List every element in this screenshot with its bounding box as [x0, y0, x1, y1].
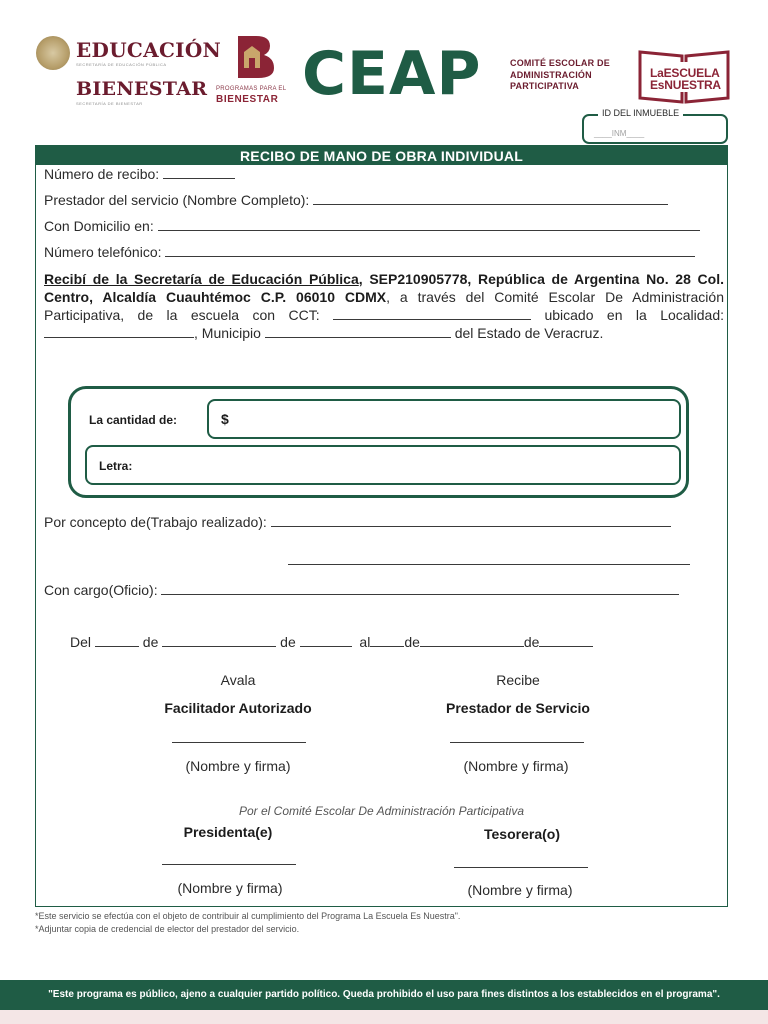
date-de-label-3: de: [404, 634, 420, 650]
cargo-row: [44, 582, 679, 598]
id-inmueble-field[interactable]: [582, 108, 728, 144]
presidenta-signature-line[interactable]: [162, 864, 296, 865]
receipt-form: [35, 145, 728, 907]
estado-label: Estado de Veracruz.: [477, 325, 604, 341]
date-start-month[interactable]: [162, 635, 276, 647]
tesorera-label: Tesorera(o): [484, 826, 560, 842]
prestador-line[interactable]: [313, 193, 668, 205]
ceap-logo-text: CEAP: [302, 39, 482, 109]
municipio-label: , Municipio: [194, 325, 261, 341]
ubicado-label: ubicado en la Localidad:: [544, 307, 725, 323]
footnotes: [35, 910, 460, 936]
telefono-line[interactable]: [165, 245, 695, 257]
municipio-line[interactable]: [265, 326, 451, 338]
date-de-label-4: de: [523, 634, 540, 650]
prestador-servicio-label: Prestador de Servicio: [446, 700, 590, 716]
sep-address: , SEP210905778, República de Argentina No. 28 Col. Centro, Alcaldía Cuauhtémoc C.P. 06010 CDMX: [44, 271, 724, 305]
presidenta-nombre-firma: (Nombre y firma): [177, 880, 283, 896]
facilitador-signature-line[interactable]: [172, 742, 306, 743]
educacion-subtitle: SECRETARÍA DE EDUCACIÓN PÚBLICA: [76, 62, 167, 67]
programas-small-text: PROGRAMAS PARA EL: [216, 86, 287, 92]
footer-disclaimer: "Este programa es público, ajeno a cualquier partido político. Queda prohibido el uso para fines distintos a los establecidos en el programa".: [0, 980, 768, 1010]
form-title: RECIBO DE MANO DE OBRA INDIVIDUAL: [36, 146, 727, 165]
numero-recibo-label: Número de recibo:: [44, 166, 160, 182]
educacion-bienestar-logo: [36, 34, 222, 110]
date-al-label: al: [359, 634, 371, 650]
date-start-year[interactable]: [300, 635, 352, 647]
comite-note: Por el Comité Escolar De Administración Participativa: [239, 804, 524, 818]
prestador-nombre-firma: (Nombre y firma): [463, 758, 569, 774]
prestador-label: Prestador del servicio (Nombre Completo):: [44, 192, 310, 208]
localidad-line[interactable]: [44, 326, 194, 338]
escuela-line2: EsNUESTRA: [650, 78, 721, 92]
mexico-seal-icon: [36, 36, 70, 70]
tesorera-signature-line[interactable]: [454, 867, 588, 868]
concepto-row: [44, 514, 671, 530]
escuela-line1: LaESCUELA: [650, 66, 720, 80]
bienestar-subtitle: SECRETARÍA DE BIENESTAR: [76, 101, 143, 106]
footnote-1: *Este servicio se efectúa con el objeto de contribuir al cumplimiento del Programa La Escuela Es Nuestra".: [35, 911, 461, 921]
telefono-row: [44, 244, 695, 260]
presidenta-label: Presidenta(e): [183, 824, 273, 840]
date-de-label-1: de: [142, 634, 159, 650]
programas-b-icon: [234, 34, 276, 80]
domicilio-row: [44, 218, 700, 234]
escuela-es-nuestra-logo: [636, 48, 732, 104]
tesorera-nombre-firma: (Nombre y firma): [467, 882, 573, 898]
receipt-declaration: [44, 270, 724, 342]
concepto-line-2[interactable]: [288, 564, 690, 565]
bienestar-title: BIENESTAR: [76, 78, 208, 100]
prestador-row: [44, 192, 668, 208]
concepto-label: Por concepto de(Trabajo realizado):: [44, 514, 267, 530]
facilitador-label: Facilitador Autorizado: [164, 700, 312, 716]
date-end-month[interactable]: [420, 635, 524, 647]
domicilio-label: Con Domicilio en:: [44, 218, 154, 234]
letra-input[interactable]: [85, 445, 681, 485]
cargo-line[interactable]: [161, 583, 679, 595]
date-start-day[interactable]: [95, 635, 139, 647]
date-del-label: Del: [70, 634, 92, 650]
concepto-line[interactable]: [271, 515, 671, 527]
dollar-sign: $: [221, 411, 229, 427]
numero-recibo-line[interactable]: [163, 167, 235, 179]
del-label: del: [454, 325, 474, 341]
ceap-description: COMITÉ ESCOLAR DE ADMINISTRACIÓN PARTICIPATIVA: [510, 58, 610, 91]
date-end-day[interactable]: [370, 635, 404, 647]
recibi-de-sep: Recibí de la Secretaría de Educación Pública: [44, 271, 359, 287]
numero-recibo-row: [44, 166, 235, 182]
id-inmueble-label: ID DEL INMUEBLE: [598, 108, 683, 118]
date-de-label-2: de: [280, 634, 296, 650]
cargo-label: Con cargo(Oficio):: [44, 582, 158, 598]
recibe-label: Recibe: [496, 672, 540, 688]
footer-strip: [0, 1010, 768, 1024]
date-range-row: [70, 634, 593, 650]
id-inmueble-placeholder: ____INM____: [594, 129, 645, 138]
document-header: [0, 0, 768, 150]
programas-big-text: BIENESTAR: [216, 94, 279, 105]
prestador-signature-line[interactable]: [450, 742, 584, 743]
comite-text: , a través del Comité Escolar De Administración Participativa, de la escuela con CCT:: [44, 289, 724, 323]
date-end-year[interactable]: [539, 635, 593, 647]
footnote-2: *Adjuntar copia de credencial de elector del prestador del servicio.: [35, 924, 300, 934]
amount-section: [68, 386, 689, 498]
avala-label: Avala: [220, 672, 256, 688]
educacion-title: EDUCACIÓN: [76, 38, 222, 62]
facilitador-nombre-firma: (Nombre y firma): [185, 758, 291, 774]
domicilio-line[interactable]: [158, 219, 700, 231]
programas-bienestar-logo: [214, 34, 300, 106]
cantidad-input[interactable]: [207, 399, 681, 439]
letra-label: Letra:: [99, 459, 133, 473]
cct-line[interactable]: [333, 308, 531, 320]
cantidad-label: La cantidad de:: [89, 413, 178, 427]
telefono-label: Número telefónico:: [44, 244, 162, 260]
